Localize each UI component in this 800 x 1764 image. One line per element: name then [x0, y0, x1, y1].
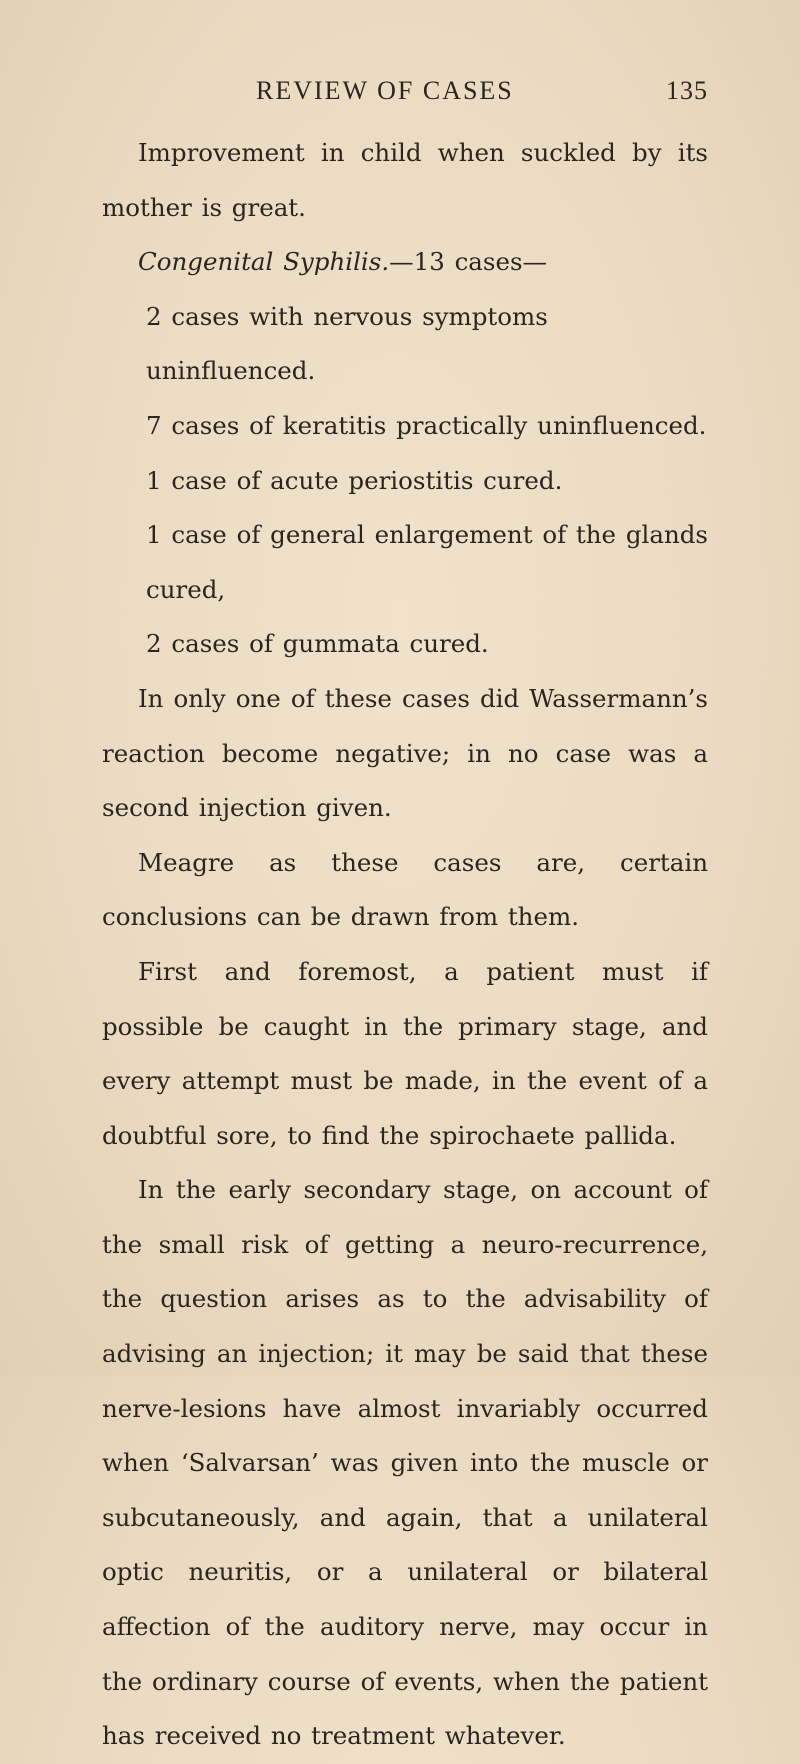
- list-item: 2 cases with nervous symptoms uninfluenced.: [146, 301, 548, 386]
- page-body: [102, 126, 708, 1764]
- running-title: REVIEW OF CASES: [256, 76, 514, 105]
- list-item: 7 cases of keratitis practically uninfluenced.: [146, 410, 707, 440]
- list-item: 1 case of general enlargement of the glands cured,: [146, 520, 709, 604]
- paragraph-secondary-stage: In the early secondary stage, on account of the small risk of getting a neuro-recurrence, the question arises as to the advisability of advising an injection; it may be said that these nerve-lesions have almost invariably occurred when ‘Salvarsan’ was given into the muscle or subcutaneously, and again, that a unilateral optic neuritis, or a unilateral or bilateral affection of the auditory nerve, may occur in the ordinary course of events, when the patient has received no treatment whatever.: [102, 1175, 708, 1751]
- intro-paragraph: Improvement in child when suckled by its mother is great.: [102, 138, 708, 222]
- paragraph-wassermann: In only one of these cases did Wassermann’s reaction become negative; in no case was a second injection given.: [102, 683, 708, 823]
- page-number: 135: [666, 76, 708, 105]
- list-item: 1 case of acute periostitis cured.: [146, 465, 563, 495]
- section-heading-count: —13 cases—: [389, 247, 548, 277]
- running-head: [256, 76, 708, 116]
- case-list: [102, 290, 708, 672]
- section-heading-italic: Congenital Syphilis.: [138, 247, 390, 277]
- paragraph-primary-stage: First and foremost, a patient must if possible be caught in the primary stage, and every attempt must be made, in the event of a doubtful sore, to find the spirochaete pallida.: [102, 956, 708, 1150]
- list-item: 2 cases of gummata cured.: [146, 629, 489, 659]
- section-heading: [102, 235, 708, 290]
- paragraph-conclusions: Meagre as these cases are, certain conclusions can be drawn from them.: [102, 847, 708, 932]
